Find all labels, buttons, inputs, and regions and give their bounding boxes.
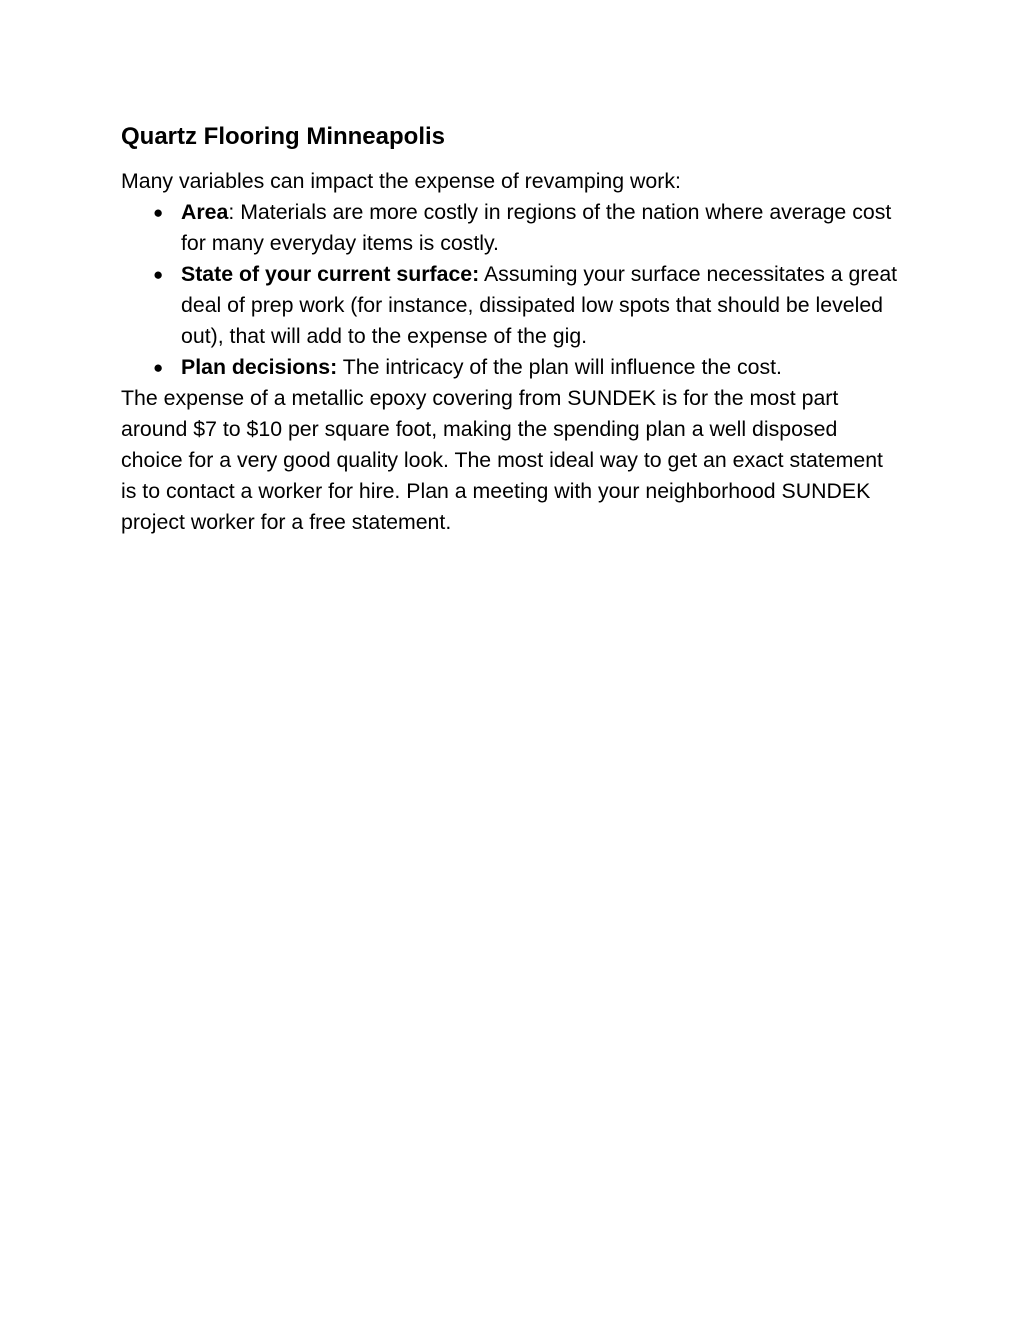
bullet-term: State of your current surface:	[181, 262, 480, 286]
document-body	[121, 120, 901, 538]
bullet-icon: ●	[153, 358, 164, 377]
list-item	[121, 197, 901, 259]
page-title: Quartz Flooring Minneapolis	[121, 123, 445, 150]
bullet-text: : Materials are more costly in regions of the nation where average cost for many everyday items is costly.	[181, 200, 892, 255]
bullet-term: Plan decisions:	[181, 355, 338, 379]
bullet-list	[121, 197, 901, 383]
closing-paragraph: The expense of a metallic epoxy covering from SUNDEK is for the most part around $7 to $10 per square foot, making the spending plan a well disposed choice for a very good quality look. The most ideal way to get an exact statement is to contact a worker for hire. Plan a meeting with your neighborhood SUNDEK project worker for a free statement.	[121, 386, 883, 534]
intro-paragraph: Many variables can impact the expense of revamping work:	[121, 169, 681, 193]
bullet-term: Area	[181, 200, 229, 224]
list-item	[121, 259, 901, 352]
bullet-icon: ●	[153, 203, 164, 222]
bullet-text: The intricacy of the plan will influence the cost.	[337, 355, 782, 379]
bullet-text: Assuming your surface necessitates a great deal of prep work (for instance, dissipated low spots that should be leveled out), that will add to the expense of the gig.	[181, 262, 898, 348]
bullet-icon: ●	[153, 265, 164, 284]
list-item	[121, 352, 901, 383]
